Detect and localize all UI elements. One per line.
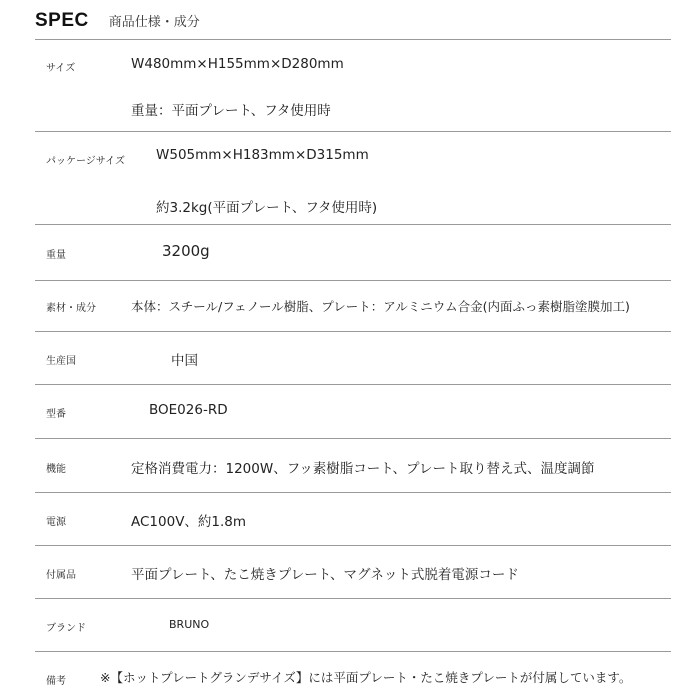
row-value-brand: BRUNO xyxy=(169,618,210,631)
divider xyxy=(35,545,671,546)
spec-subtitle: 商品仕様・成分 xyxy=(108,15,200,30)
row-label-material: 素材・成分 xyxy=(46,303,96,314)
divider xyxy=(35,224,671,225)
row-label-model: 型番 xyxy=(46,409,66,420)
row-label-country: 生産国 xyxy=(46,356,76,367)
row-value-notes: ※【ホットプレートグランデサイズ】には平面プレート・たこ焼きプレートが付属しています。 xyxy=(100,670,632,685)
row-label-features: 機能 xyxy=(46,464,66,475)
row-value-accessories: 平面プレート、たこ焼きプレート、マグネット式脱着電源コード xyxy=(131,567,519,583)
row-value-power: AC100V、約1.8m xyxy=(131,514,247,530)
row-value-features: 定格消費電力：1200W、フッ素樹脂コート、プレート取り替え式、温度調節 xyxy=(131,461,595,477)
divider xyxy=(35,131,671,132)
row-label-brand: ブランド xyxy=(46,623,86,634)
divider xyxy=(35,280,671,281)
divider xyxy=(35,384,671,385)
row-label-size: サイズ xyxy=(46,63,76,74)
divider xyxy=(35,651,671,652)
divider xyxy=(35,39,671,40)
row-value-model: BOE026-RD xyxy=(149,402,228,418)
row-label-notes: 備考 xyxy=(46,676,66,687)
row-value-package-dimensions: W505mm×H183mm×D315mm xyxy=(156,147,369,163)
row-value-material: 本体：スチール/フェノール樹脂、プレート：アルミニウム合金(内面ふっ素樹脂塗膜加工) xyxy=(131,299,630,314)
row-label-weight: 重量 xyxy=(46,250,66,261)
row-label-package-size: パッケージサイズ xyxy=(46,156,125,167)
row-label-accessories: 付属品 xyxy=(46,570,76,581)
divider xyxy=(35,331,671,332)
spec-header xyxy=(35,10,670,40)
divider xyxy=(35,438,671,439)
row-label-power: 電源 xyxy=(46,517,66,528)
row-value-weight: 3200g xyxy=(162,242,210,260)
divider xyxy=(35,492,671,493)
row-value-country: 中国 xyxy=(171,353,198,369)
row-value-package-weight: 約3.2kg(平面プレート、フタ使用時) xyxy=(156,200,378,216)
divider xyxy=(35,598,671,599)
spec-title: SPEC xyxy=(35,10,89,31)
row-value-size-dimensions: W480mm×H155mm×D280mm xyxy=(131,56,344,72)
row-value-size-note: 重量：平面プレート、フタ使用時 xyxy=(131,103,331,119)
